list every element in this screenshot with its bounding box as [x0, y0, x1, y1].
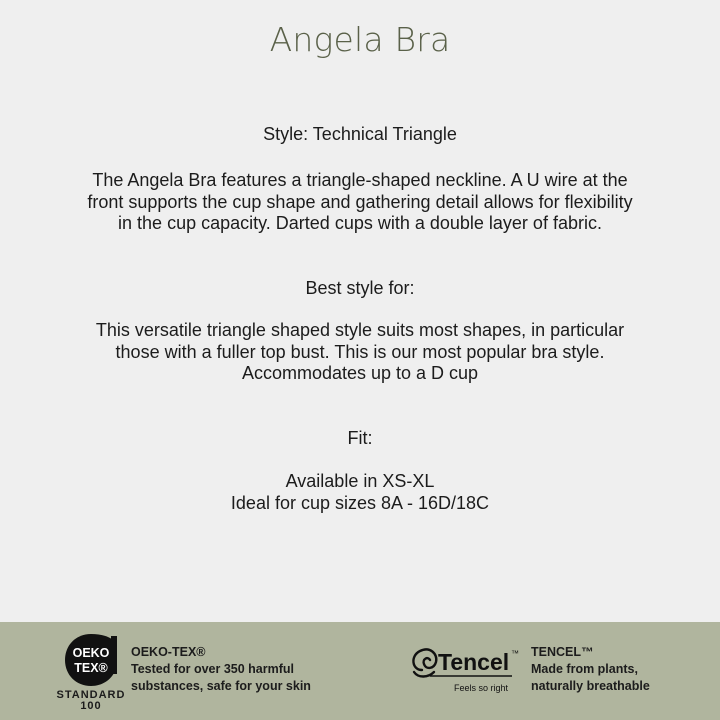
oeko-logo-line1: OEKO [72, 646, 110, 660]
oeko-tex-badge-icon [62, 632, 120, 692]
best-style-heading [40, 278, 680, 300]
fit-heading [40, 428, 680, 450]
oeko-standard-line2: 100 [80, 700, 102, 712]
tencel-tagline: Feels so right [454, 683, 509, 693]
tencel-logo-tm: ™ [511, 649, 519, 658]
best-style-description-line: Accommodates up to a D cup [241, 363, 479, 383]
tencel-logo-text: Tencel [438, 649, 510, 675]
tencel-swirl-icon [408, 642, 520, 694]
fit-line: Available in XS-XL [285, 471, 435, 491]
style-description-line: front supports the cup shape and gathering detail allows for flexibility [87, 191, 633, 212]
style-description-line: in the cup capacity. Darted cups with a double layer of fabric. [118, 213, 602, 233]
oeko-standard-label [56, 690, 126, 712]
tencel-description-line: naturally breathable [531, 679, 650, 693]
oeko-description-line: substances, safe for your skin [131, 679, 311, 693]
best-style-description [40, 320, 680, 385]
oeko-logo-line2: TEX® [74, 661, 108, 675]
tencel-description [531, 661, 650, 695]
tencel-title: TENCEL™ [531, 645, 594, 659]
tencel-description-line: Made from plants, [531, 662, 638, 676]
oeko-description-line: Tested for over 350 harmful [131, 662, 295, 676]
best-style-description-line: those with a fuller top bust. This is our most popular bra style. [115, 341, 605, 362]
style-line [40, 124, 680, 146]
oeko-title: OEKO-TEX® [131, 645, 206, 659]
style-description [40, 170, 680, 235]
page-title: Angela Bra [269, 20, 451, 59]
oeko-description [131, 661, 311, 695]
best-style-description-line: This versatile triangle shaped style suits most shapes, in particular [95, 320, 625, 340]
oeko-standard-line1: STANDARD [56, 689, 126, 701]
style-line-text: Style: Technical Triangle [263, 124, 457, 144]
fit-heading-text: Fit: [347, 428, 373, 448]
fit-details [40, 471, 680, 514]
style-description-line: The Angela Bra features a triangle-shaped neckline. A U wire at the [92, 170, 628, 190]
fit-line: Ideal for cup sizes 8A - 16D/18C [230, 492, 490, 513]
best-style-heading-text: Best style for: [305, 278, 415, 298]
